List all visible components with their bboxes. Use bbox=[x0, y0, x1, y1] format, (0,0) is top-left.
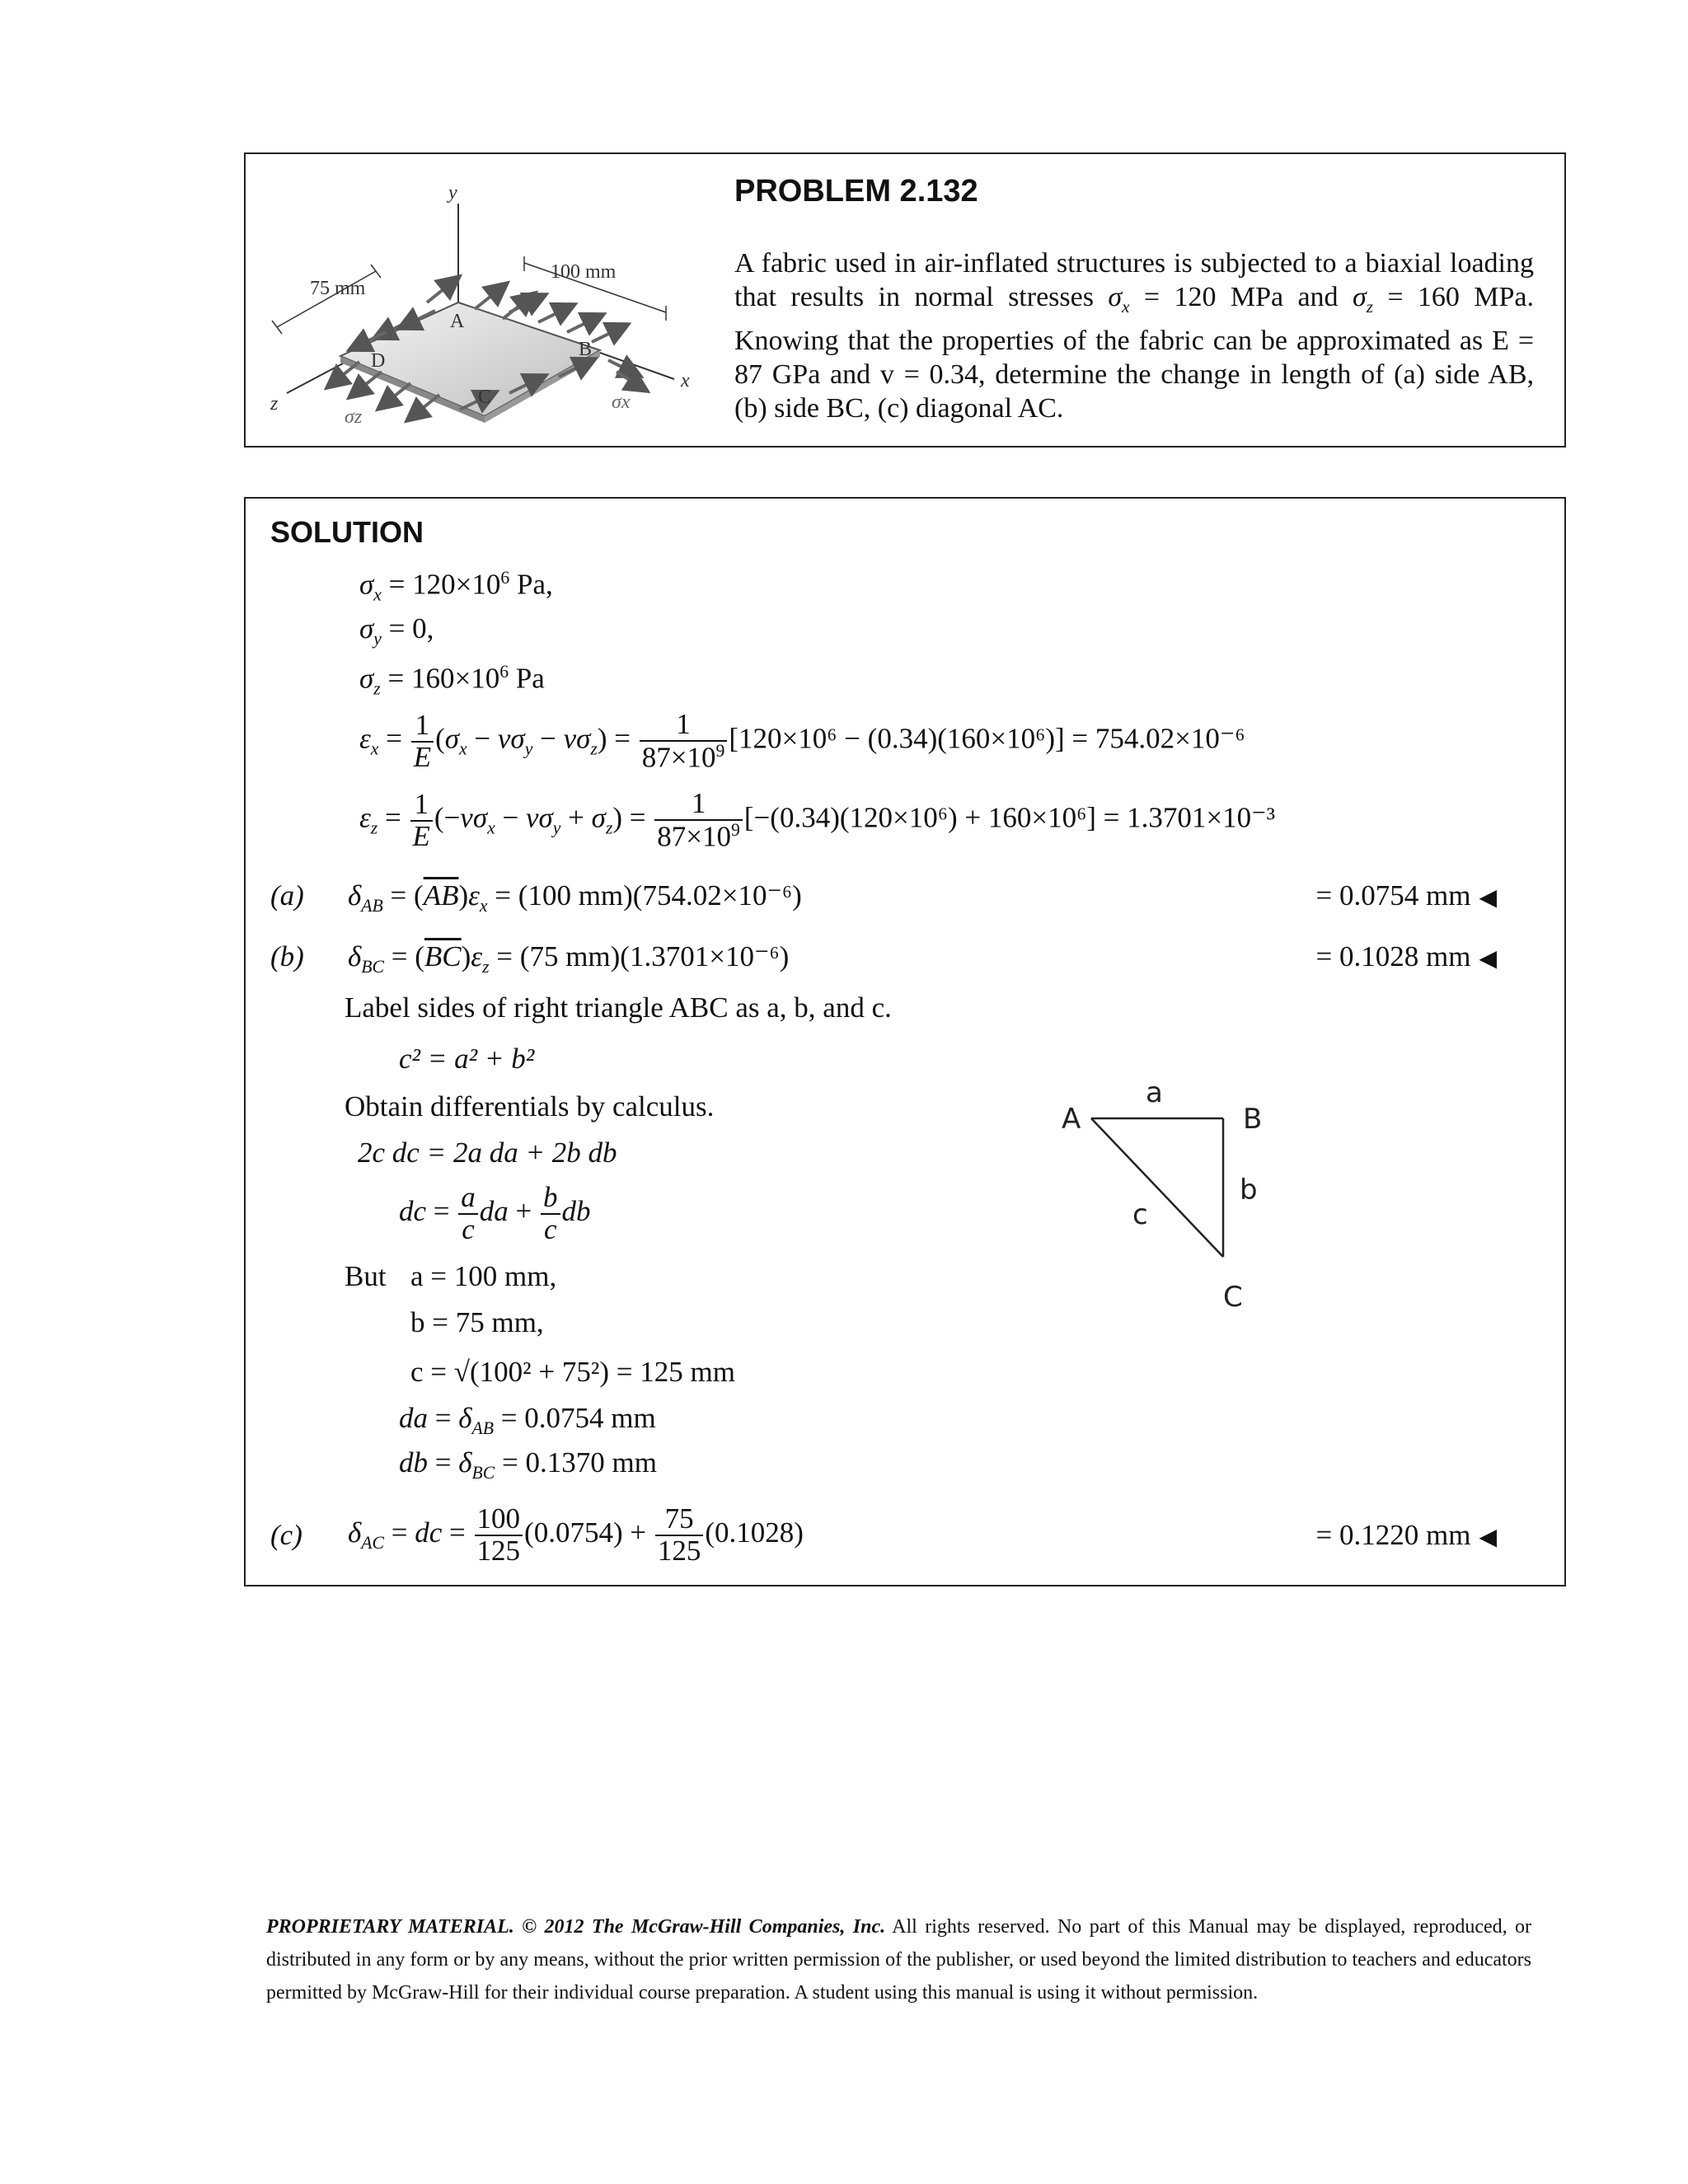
eq-c-value: c = √(100² + 75²) = 125 mm bbox=[410, 1356, 735, 1388]
eq-delta-ab: $\delta_{AB} = (\overline{AB})\varepsilon_x = (100$ mm)(754.02×10⁻⁶) bbox=[348, 879, 802, 916]
copyright-footer: PROPRIETARY MATERIAL. © 2012 The McGraw-Hill Companies, Inc. All rights reserved. No part of this Manual may be displayed, reproduced, or distributed in any form or by any means, without the prior written permission of the publisher, or used beyond the limited distribution to teachers and educators permitted by McGraw-Hill for their individual course preparation. A student using this manual is using it without permission. bbox=[266, 1916, 1532, 2004]
eq-epsilon-x: $\varepsilon_x$ = $\frac{1}{E}$ $(\sigma_x - v\sigma_y - v\sigma_z)$ = $\frac{1}{87\times 10^9}$ [120×10⁶ − (0.34)(160×10⁶)] = 754.02×10⁻⁶ bbox=[359, 708, 1245, 774]
eq-b-value: b = 75 mm, bbox=[410, 1306, 544, 1338]
answer-b: = 0.1028 mm ◀ bbox=[1315, 940, 1497, 972]
eq-delta-bc: $\delta_{BC} = (\overline{BC})\varepsilon_z = (75$ mm)(1.3701×10⁻⁶) bbox=[348, 940, 790, 977]
problem-statement: A fabric used in air-inflated structures is subjected to a biaxial loading that results in normal stresses $\sigma_x = 120$ MPa and $\sigma_z = 160$ MPa. Knowing that the properties of the fabric can be approximated as E = 87 GPa and v = 0.34, determine the change in length of (a) side AB, (b) side BC, (c) diagonal AC. bbox=[734, 248, 1534, 424]
fig-dim-75: 75 mm bbox=[310, 278, 366, 299]
part-a-label: (a) bbox=[270, 879, 304, 912]
eq-sigma-x: $\sigma_x = 120\times 10^6$ Pa, bbox=[359, 568, 553, 605]
fig-dim-100: 100 mm bbox=[551, 261, 617, 283]
eq-db-value: db = $\delta_{BC} = 0.1370$ mm bbox=[399, 1446, 657, 1483]
fig-sigma-x: σx bbox=[612, 391, 631, 413]
fig-x-label: x bbox=[681, 370, 690, 391]
fabric-figure bbox=[262, 171, 707, 426]
eq-da-value: da = $\delta_{AB} = 0.0754$ mm bbox=[399, 1402, 656, 1438]
part-c-label: (c) bbox=[270, 1519, 302, 1551]
part-b-label: (b) bbox=[270, 940, 304, 972]
triangle-side-b: b bbox=[1240, 1174, 1258, 1207]
triangle-side-a: a bbox=[1146, 1076, 1163, 1109]
fig-sigma-z: σz bbox=[345, 406, 363, 426]
solution-title: SOLUTION bbox=[270, 515, 424, 549]
triangle-label-B: B bbox=[1243, 1103, 1263, 1136]
problem-box bbox=[244, 152, 1566, 448]
label-sides-text: Label sides of right triangle ABC as a, b, and c. bbox=[345, 991, 892, 1024]
eq-delta-ac: $\delta_{AC}$ = dc = $\frac{100}{125}$ (0.0754) + $\frac{75}{125}$ (0.1028) bbox=[348, 1502, 804, 1567]
fig-y-label: y bbox=[448, 182, 457, 204]
answer-a: = 0.0754 mm ◀ bbox=[1315, 879, 1497, 912]
fig-label-A: A bbox=[450, 311, 465, 332]
eq-a-value: a = 100 mm, bbox=[410, 1260, 557, 1292]
eq-epsilon-z: $\varepsilon_z$ = $\frac{1}{E}$ $(-v\sigma_x - v\sigma_y + \sigma_z)$ = $\frac{1}{87\times 10^9}$ [−(0.34)(120×10⁶) + 160×10⁶] = 1.3701×10⁻³ bbox=[359, 787, 1276, 853]
eq-pythagoras: c² = a² + b² bbox=[399, 1043, 535, 1075]
solution-box bbox=[244, 497, 1566, 1586]
triangle-side-c: c bbox=[1132, 1198, 1148, 1231]
problem-title: PROBLEM 2.132 bbox=[734, 174, 978, 209]
eq-sigma-z: $\sigma_z = 160\times 10^6$ Pa bbox=[359, 662, 545, 699]
differentials-text: Obtain differentials by calculus. bbox=[345, 1090, 715, 1122]
answer-c: = 0.1220 mm ◀ bbox=[1315, 1519, 1497, 1551]
fig-label-B: B bbox=[579, 339, 593, 360]
but-text: But bbox=[345, 1260, 387, 1292]
fig-label-C: C bbox=[478, 387, 492, 408]
eq-sigma-y: $\sigma_y = 0$, bbox=[359, 612, 434, 649]
fig-label-D: D bbox=[371, 350, 386, 372]
eq-dc: dc = $\frac{a}{c}$ da + $\frac{b}{c}$ db bbox=[399, 1181, 591, 1245]
triangle-label-A: A bbox=[1062, 1103, 1081, 1136]
triangle-label-C: C bbox=[1223, 1281, 1243, 1314]
triangle-sketch bbox=[1037, 1059, 1317, 1339]
fig-z-label: z bbox=[270, 393, 279, 415]
eq-differential: 2c dc = 2a da + 2b db bbox=[358, 1137, 617, 1169]
